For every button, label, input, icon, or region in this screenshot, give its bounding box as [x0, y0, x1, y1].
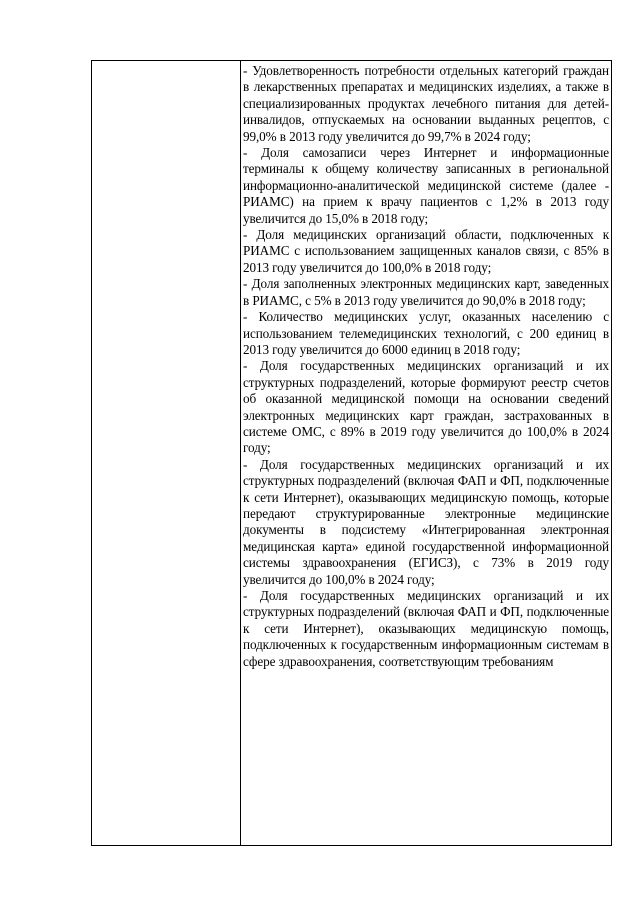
left-cell-text: [92, 61, 240, 63]
paragraph-self-registration: - Доля самозаписи через Интернет и информационные терминалы к общему количеству записанных в региональной информационно-аналитической медицинской системе (далее - РИАМС) на прием к врачу пациентов с 1,2% в 2013 году увеличится до 15,0% в 2018 году;: [243, 145, 609, 226]
document-table: [91, 60, 612, 846]
indicators-text: [241, 61, 611, 670]
paragraph-medicine-supply: - Удовлетворенность потребности отдельных категорий граждан в лекарственных препаратах и медицинских изделиях, а также в специализированных продуктах лечебного питания для детей-инвалидов, отпускаемых на основании выданных рецептов, с 99,0% в 2013 году увеличится до 99,7% в 2024 году;: [243, 63, 609, 144]
table-cell-left: [92, 61, 241, 846]
table-row: [92, 61, 612, 846]
paragraph-state-systems: - Доля государственных медицинских организаций и их структурных подразделений (включая ФАП и ФП, подключенные к сети Интернет), оказывающих медицинскую помощь, подключенных к государственным информационным системам в сфере здравоохранения, соответствующим требованиям: [243, 588, 609, 669]
paragraph-riams-connection: - Доля медицинских организаций области, подключенных к РИАМС с использованием защищенных каналов связи, с 85% в 2013 году увеличится до 100,0% в 2018 году;: [243, 227, 609, 275]
paragraph-egisz-documents: - Доля государственных медицинских организаций и их структурных подразделений (включая ФАП и ФП, подключенные к сети Интернет), оказывающих медицинскую помощь, которые передают структурированные электронные медицинские документы в подсистему «Интегрированная электронная медицинская карта» единой государственной информационной системы здравоохранения (ЕГИСЗ), с 73% в 2019 году увеличится до 100,0% в 2024 году;: [243, 456, 609, 587]
paragraph-oms-registry: - Доля государственных медицинских организаций и их структурных подразделений, которые формируют реестр счетов об оказанной медицинской помощи на основании сведений электронных медицинских карт граждан, застрахованных в системе ОМС, с 89% в 2019 году увеличится до 100,0% в 2024 году;: [243, 358, 609, 456]
table-cell-right: [241, 61, 612, 846]
paragraph-electronic-records: - Доля заполненных электронных медицинских карт, заведенных в РИАМС, с 5% в 2013 году увеличится до 90,0% в 2018 году;: [243, 276, 609, 308]
paragraph-telemedicine: - Количество медицинских услуг, оказанных населению с использованием телемедицинских технологий, с 200 единиц в 2013 году увеличится до 6000 единиц в 2018 году;: [243, 309, 609, 357]
